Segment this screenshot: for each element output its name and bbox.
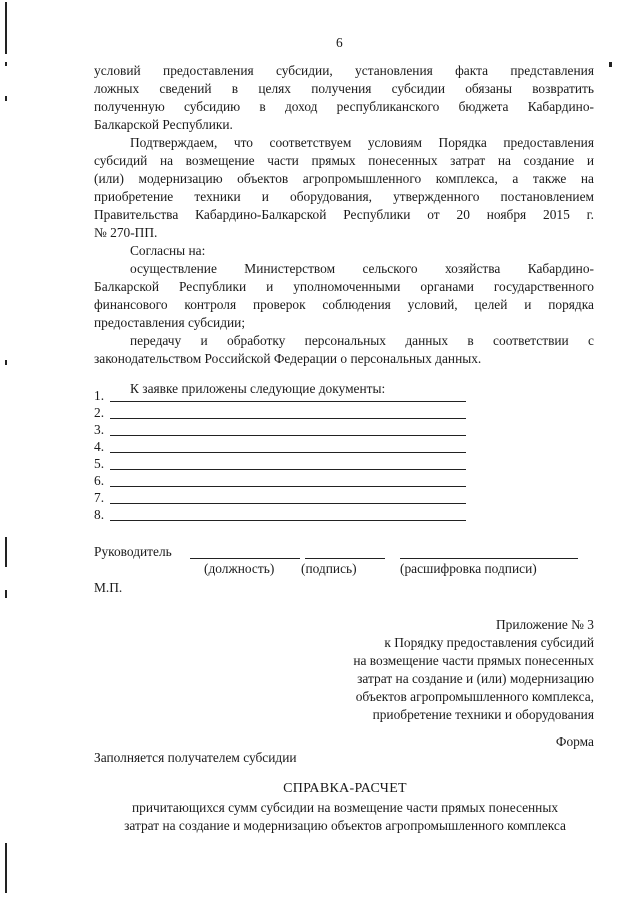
scan-edge-mark bbox=[5, 590, 7, 598]
paragraph-line: Балкарской Республики и уполномоченными органами государственного bbox=[94, 279, 594, 294]
document-line bbox=[110, 435, 466, 436]
document-entry[interactable] bbox=[94, 439, 466, 455]
signature-line[interactable] bbox=[305, 558, 385, 559]
paragraph-line: субсидий на возмещение части прямых понесенных затрат на создание и bbox=[94, 153, 594, 168]
paragraph-line: Подтверждаем, что соответствуем условиям Порядка предоставления bbox=[130, 135, 594, 150]
signature-caption: (подпись) bbox=[301, 561, 357, 576]
document-line bbox=[110, 452, 466, 453]
document-subtitle-line: причитающихся сумм субсидии на возмещение части прямых понесенных bbox=[131, 800, 559, 815]
document-line bbox=[110, 469, 466, 470]
appendix-line: на возмещение части прямых понесенных bbox=[353, 653, 594, 668]
position-caption: (должность) bbox=[204, 561, 275, 576]
appendix-line: приобретение техники и оборудования bbox=[372, 707, 594, 722]
form-label: Форма bbox=[555, 734, 594, 749]
page-number: 6 bbox=[336, 35, 343, 50]
appendix-line: Приложение № 3 bbox=[495, 617, 594, 632]
document-line bbox=[110, 503, 466, 504]
document-number: 7. bbox=[94, 490, 105, 505]
signature-decoding-line[interactable] bbox=[400, 558, 578, 559]
scan-edge-mark bbox=[5, 537, 7, 567]
paragraph-line: Балкарской Республики. bbox=[94, 117, 233, 132]
paragraph-line: Правительства Кабардино-Балкарской Республики от 20 ноября 2015 г. bbox=[94, 207, 594, 222]
paragraph-line: № 270-ПП. bbox=[94, 225, 158, 240]
document-number: 8. bbox=[94, 507, 105, 522]
scan-edge-mark bbox=[5, 843, 7, 893]
paragraph-line: финансового контроля проверок соблюдения условий, целей и порядка bbox=[94, 297, 594, 312]
document-entry[interactable] bbox=[94, 388, 466, 404]
document-entry[interactable] bbox=[94, 507, 466, 523]
paragraph-line: приобретение техники и оборудования, утвержденного постановлением bbox=[94, 189, 594, 204]
scan-edge-mark bbox=[5, 96, 7, 101]
document-entry[interactable] bbox=[94, 490, 466, 506]
document-subtitle-line: затрат на создание и модернизацию объектов агропромышленного комплекса bbox=[124, 818, 566, 833]
document-number: 2. bbox=[94, 405, 105, 420]
document-number: 5. bbox=[94, 456, 105, 471]
document-number: 4. bbox=[94, 439, 105, 454]
document-entry[interactable] bbox=[94, 473, 466, 489]
attached-documents-heading: К заявке приложены следующие документы: bbox=[130, 381, 386, 396]
appendix-line: затрат на создание и (или) модернизацию bbox=[357, 671, 594, 686]
paragraph-line: осуществление Министерством сельского хозяйства Кабардино- bbox=[130, 261, 594, 276]
document-entry[interactable] bbox=[94, 422, 466, 438]
position-line[interactable] bbox=[190, 558, 300, 559]
document-number: 1. bbox=[94, 388, 105, 403]
stamp-label: М.П. bbox=[94, 580, 123, 595]
appendix-line: объектов агропромышленного комплекса, bbox=[355, 689, 594, 704]
document-line bbox=[110, 418, 466, 419]
paragraph-line: полученную субсидию в доход республиканского бюджета Кабардино- bbox=[94, 99, 594, 114]
document-entry[interactable] bbox=[94, 405, 466, 421]
scan-edge-mark bbox=[5, 62, 7, 66]
paragraph-line: (или) модернизацию объектов агропромышленного комплекса, а также на bbox=[94, 171, 594, 186]
decoding-caption: (расшифровка подписи) bbox=[400, 561, 537, 576]
paragraph-line: ложных сведений в целях получения субсидии обязаны возвратить bbox=[94, 81, 594, 96]
document-line bbox=[110, 520, 466, 521]
paragraph-line: законодательством Российской Федерации о персональных данных. bbox=[94, 351, 482, 366]
scan-edge-mark bbox=[5, 2, 7, 54]
appendix-line: к Порядку предоставления субсидий bbox=[384, 635, 594, 650]
document-title: СПРАВКА-РАСЧЕТ bbox=[283, 781, 407, 796]
filled-by-note: Заполняется получателем субсидии bbox=[94, 750, 297, 765]
document-number: 3. bbox=[94, 422, 105, 437]
signature-label: Руководитель bbox=[94, 544, 172, 559]
scan-edge-mark bbox=[5, 360, 7, 365]
document-line bbox=[110, 401, 466, 402]
paragraph-line: передачу и обработку персональных данных в соответствии с bbox=[130, 333, 594, 348]
scan-edge-mark bbox=[609, 62, 612, 67]
paragraph-line: условий предоставления субсидии, установления факта представления bbox=[94, 63, 594, 78]
paragraph-line: предоставления субсидии; bbox=[94, 315, 246, 330]
agree-heading: Согласны на: bbox=[130, 243, 206, 258]
document-number: 6. bbox=[94, 473, 105, 488]
document-line bbox=[110, 486, 466, 487]
document-entry[interactable] bbox=[94, 456, 466, 472]
